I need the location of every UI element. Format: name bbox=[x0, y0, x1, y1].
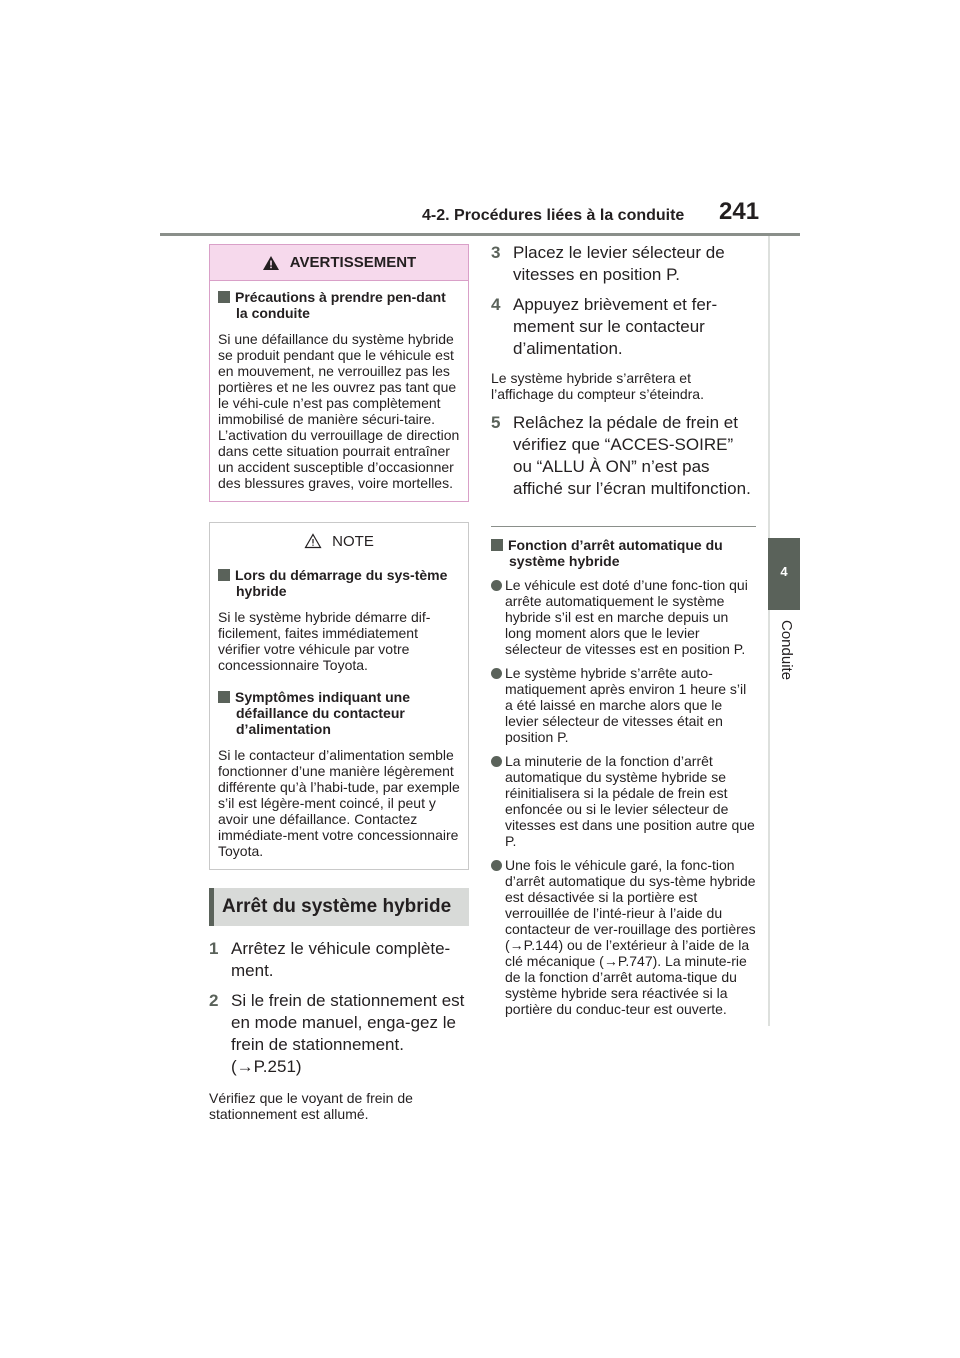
section-title-header: 4-2. Procédures liées à la conduite bbox=[422, 207, 685, 224]
note-text-1: Si le système hybride démarre dif-ficilement, faites immédiatement vérifier votre véhicule par votre concessionnaire Toyota. bbox=[218, 609, 431, 673]
warning-box-header bbox=[210, 245, 468, 281]
auto-stop-heading: Fonction d’arrêt automatique du système hybride bbox=[491, 537, 756, 569]
step-2-note: Vérifiez que le voyant de frein de stationnement est allumé. bbox=[209, 1090, 413, 1122]
steps-left bbox=[209, 938, 469, 1122]
square-bullet-icon bbox=[218, 291, 230, 303]
chapter-number: 4 bbox=[780, 564, 788, 579]
note-box-header bbox=[210, 523, 468, 559]
warning-triangle-icon bbox=[262, 255, 280, 271]
bullet-dot-icon bbox=[491, 668, 502, 679]
page-number: 241 bbox=[719, 198, 760, 225]
section-divider bbox=[491, 526, 756, 527]
warning-box-title: AVERTISSEMENT bbox=[289, 254, 417, 271]
note-box bbox=[209, 522, 469, 870]
step-text: Appuyez brièvement et fer-mement sur le contacteur d’alimentation. bbox=[513, 295, 718, 358]
auto-stop-item: La minuterie de la fonction d’arrêt automatique du système hybride se réinitialisera si la pédale de frein est enfoncée ou si le levier sélecteur de vitesses est dans une position autre que P. bbox=[491, 753, 756, 849]
step-number: 1 bbox=[209, 939, 219, 958]
chapter-label: Conduite bbox=[778, 620, 795, 681]
square-bullet-icon bbox=[491, 539, 503, 551]
warning-text: Si une défaillance du système hybride se produit pendant que le véhicule est en mouvement, ne verrouillez pas les portières et ne les ouvrez pas tant que le véhi-cule n’est pas complètement immobilisé de manière sécuri-taire. L’activation du verrouillage de direction dans cette situation pourrait entraîner un accident susceptible d’occasionner des blessures graves, voire mortelles. bbox=[218, 331, 460, 491]
step-4-note: Le système hybride s’arrêtera et l’affichage du compteur s’éteindra. bbox=[491, 370, 704, 402]
step-2 bbox=[209, 990, 469, 1078]
caution-triangle-icon bbox=[304, 533, 322, 549]
square-bullet-icon bbox=[218, 569, 230, 581]
step-text: Relâchez la pédale de frein et vérifiez que “ACCES-SOIRE” ou “ALLU À ON” n’est pas affiché sur l’écran multifonction. bbox=[513, 413, 751, 498]
step-number: 3 bbox=[491, 243, 501, 262]
note-box-title: NOTE bbox=[332, 532, 374, 550]
warning-box-body bbox=[210, 281, 468, 501]
page-header bbox=[160, 198, 800, 235]
right-column bbox=[491, 242, 756, 1017]
note-text-2: Si le contacteur d’alimentation semble fonctionner d’une manière légèrement différente qu’à l’habi-tude, par exemple s’il est légère-ment coincé, il peut y avoir une défaillance. Contactez immédiate-ment votre concessionnaire Toyota. bbox=[218, 747, 460, 859]
section-heading: Arrêt du système hybride bbox=[209, 888, 469, 926]
auto-stop-item: Une fois le véhicule garé, la fonc-tion d’arrêt automatique du sys-tème hybride est désactivée si la portière est verrouillée de l’inté-rieur à l’aide du contacteur de ver-rouillage des portières (→P.144) ou de l’extérieur à l’aide de la clé mécanique (→P.747). La minute-rie de la fonction d’arrêt automa-tique du système hybride sera réactivée si la portière du conduc-teur est ouverte. bbox=[491, 857, 756, 1017]
note-heading-2: Symptômes indiquant une défaillance du contacteur d’alimentation bbox=[218, 689, 460, 737]
bullet-dot-icon bbox=[491, 756, 502, 767]
square-bullet-icon bbox=[218, 691, 230, 703]
step-1 bbox=[209, 938, 469, 982]
step-text: Si le frein de stationnement est en mode manuel, enga-gez le frein de stationnement. (→P.251) bbox=[231, 991, 465, 1076]
step-number: 5 bbox=[491, 413, 501, 432]
left-column bbox=[209, 244, 469, 1122]
bullet-dot-icon bbox=[491, 580, 502, 591]
bullet-dot-icon bbox=[491, 860, 502, 871]
step-text: Placez le levier sélecteur de vitesses en position P. bbox=[513, 243, 725, 284]
warning-box bbox=[209, 244, 469, 502]
side-divider bbox=[768, 236, 770, 1026]
warning-heading: Précautions à prendre pen-dant la conduite bbox=[218, 289, 460, 321]
step-text: Arrêtez le véhicule complète-ment. bbox=[231, 939, 451, 980]
step-number: 2 bbox=[209, 991, 219, 1010]
auto-stop-item: Le véhicule est doté d’une fonc-tion qui arrête automatiquement le système hybride s’il est en marche depuis un long moment alors que le levier sélecteur de vitesses est en position P. bbox=[491, 577, 756, 657]
auto-stop-item: Le système hybride s’arrête auto-matiquement après environ 1 heure s’il a été laissé en marche alors que le levier sélecteur de vitesses était en position P. bbox=[491, 665, 756, 745]
note-box-body bbox=[210, 559, 468, 869]
step-3 bbox=[491, 242, 756, 286]
chapter-tab bbox=[768, 538, 800, 610]
step-4 bbox=[491, 294, 756, 360]
header-rule bbox=[160, 233, 800, 236]
step-5 bbox=[491, 412, 756, 500]
note-heading-1: Lors du démarrage du sys-tème hybride bbox=[218, 567, 460, 599]
step-number: 4 bbox=[491, 295, 501, 314]
